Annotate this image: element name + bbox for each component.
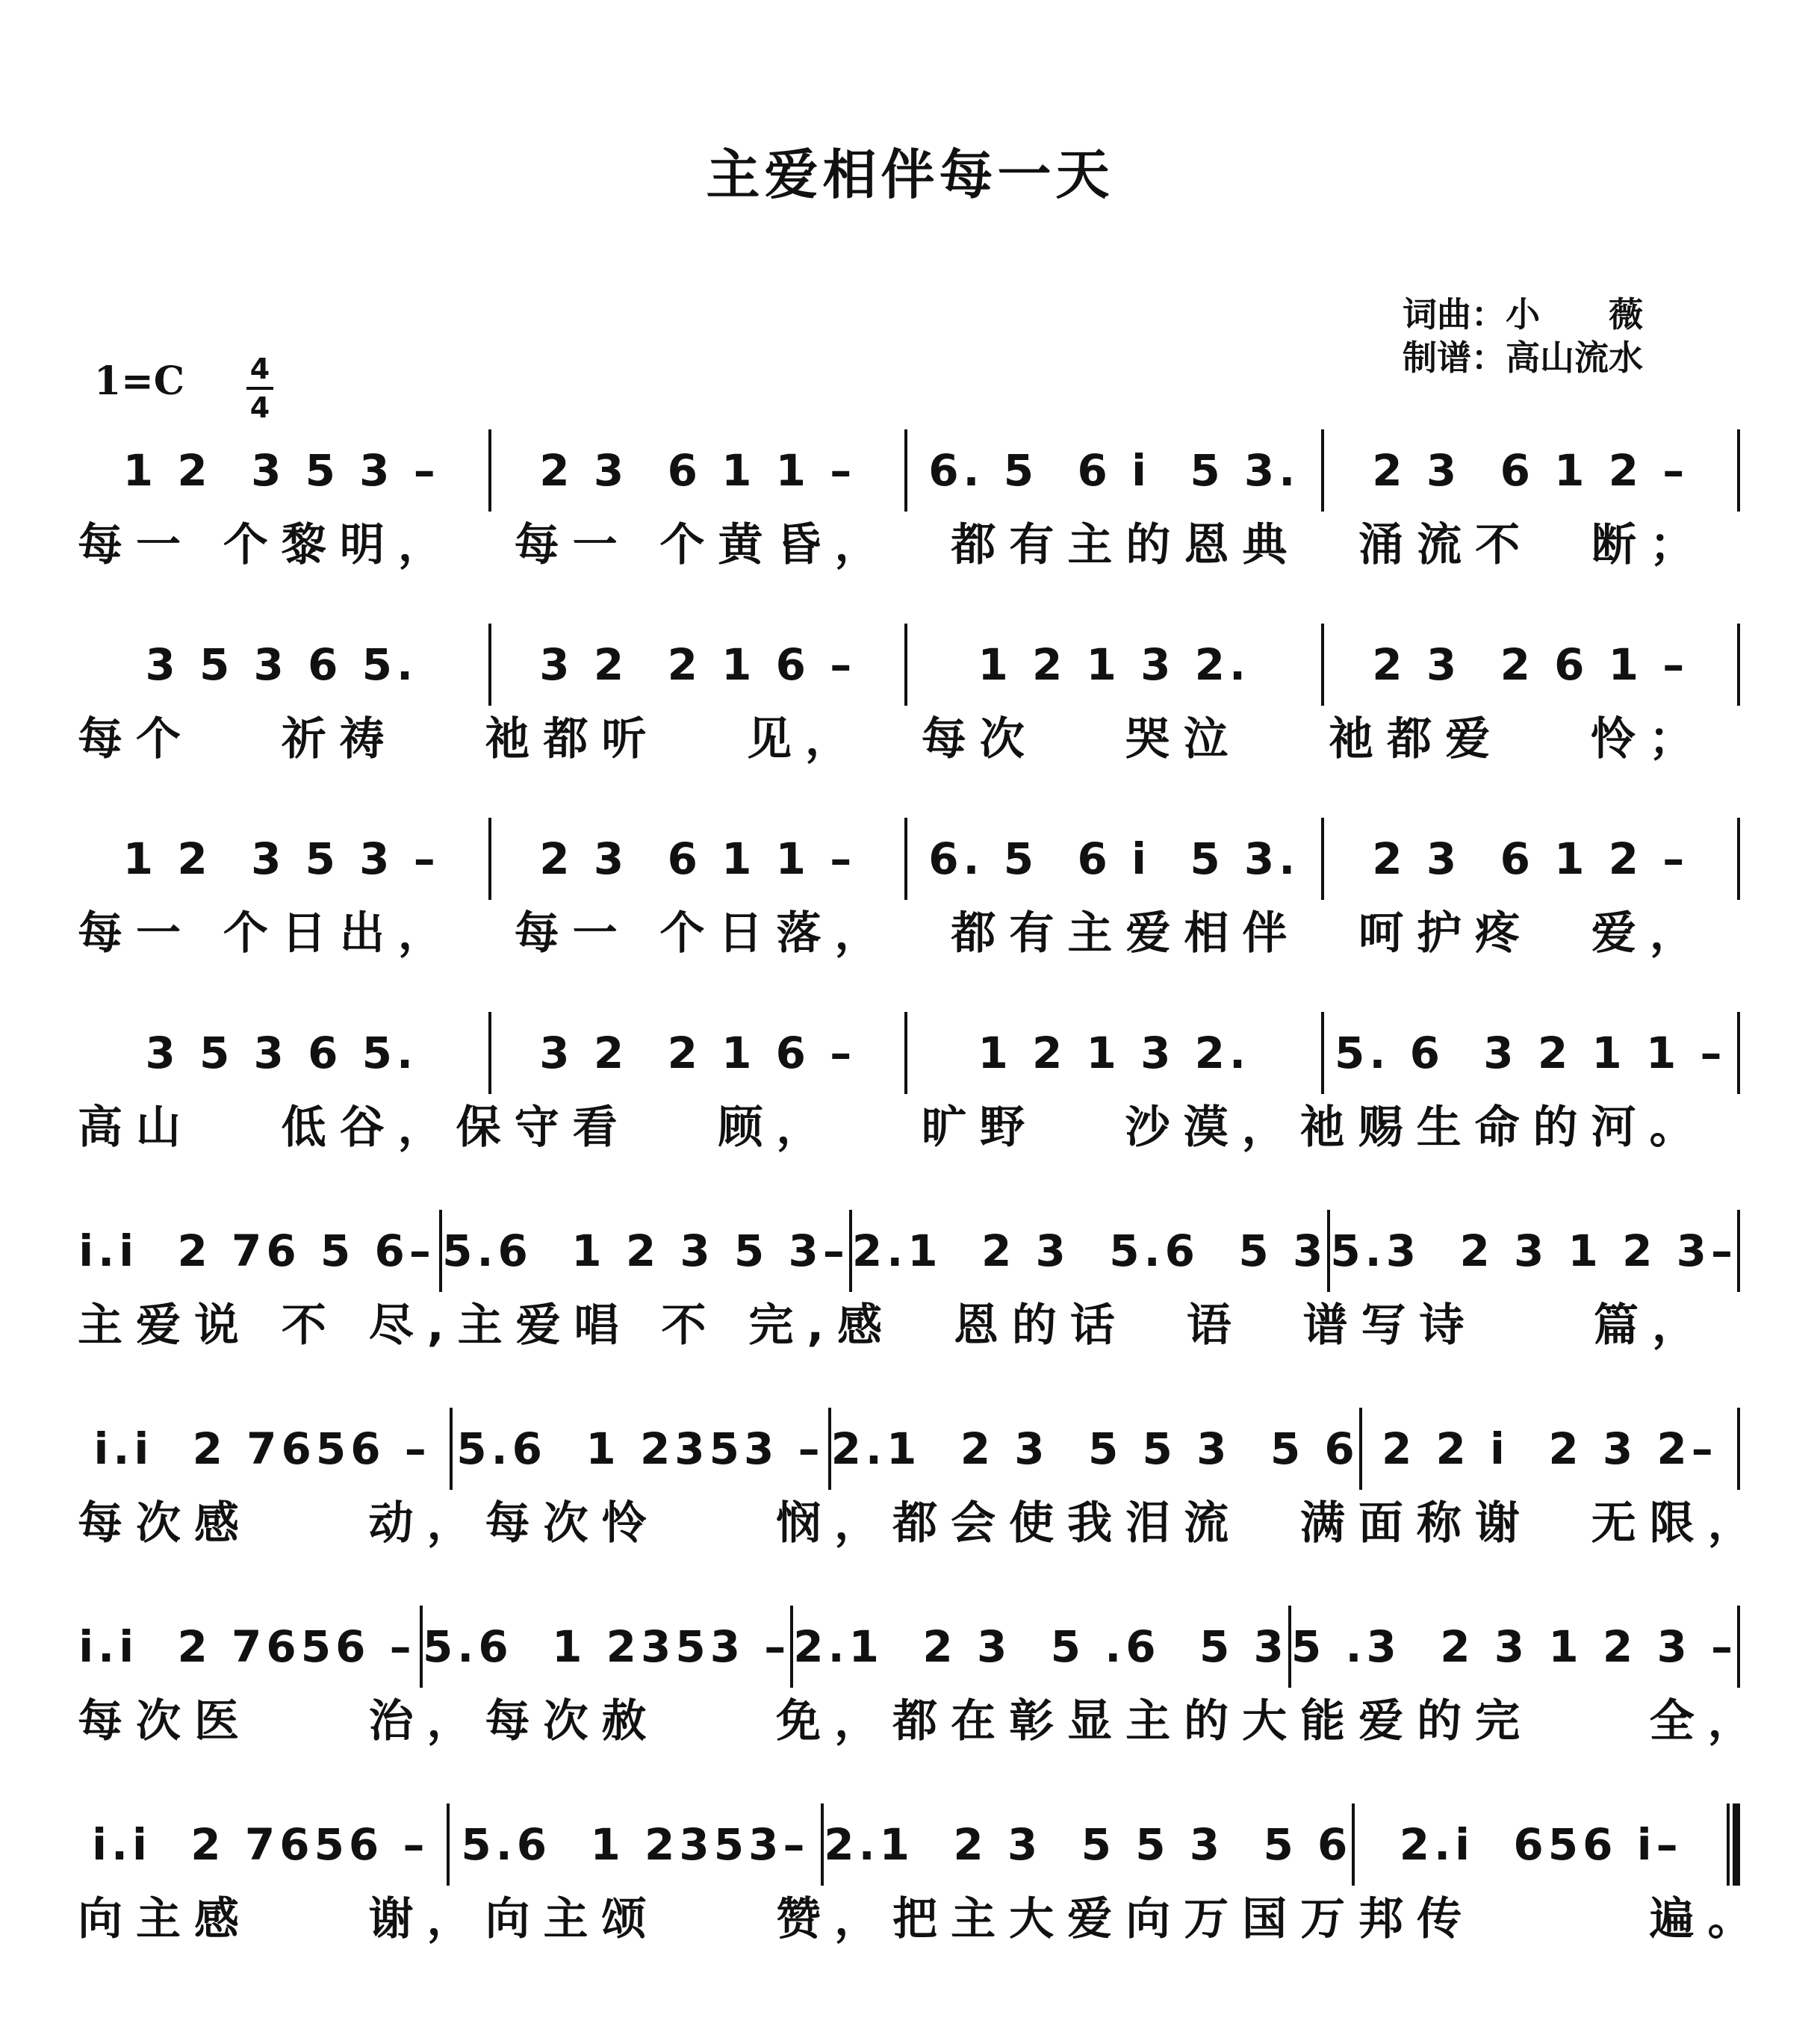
measure: 2 3 2 6 1 – <box>1372 639 1689 690</box>
measure: 2.i 656 i– <box>1399 1819 1683 1870</box>
barline <box>1737 1012 1740 1094</box>
score-system <box>75 426 1740 575</box>
measure: 2.1 2 3 5 5 3 5 6 <box>830 1423 1359 1474</box>
lyrics-line: 每一 个黎明， 每一 个黄昏， 都有主的恩典 涌流不 断； <box>78 519 1708 571</box>
notes-row <box>75 426 1740 515</box>
notes-row <box>75 1404 1740 1494</box>
lyrics-line: 向主感 谢，向主颂 赞，把主大爱向万国万邦传 遍。 <box>78 1893 1766 1945</box>
credits <box>1403 293 1643 379</box>
lyricist-composer-credit: 词曲：小 薇 <box>1403 294 1643 335</box>
measure: 2.1 2 3 5 .6 5 3 <box>793 1621 1288 1672</box>
measure: 5. 6 3 2 1 1 – <box>1334 1028 1727 1078</box>
measure: 2 2 i 2 3 2– <box>1381 1423 1718 1474</box>
measure: 3 5 3 6 5. <box>145 1028 418 1078</box>
lyrics-line: 每次医 治，每次赦 免，都在彰显主的大能爱的完 全， <box>78 1695 1766 1747</box>
measure: 2.1 2 3 5 5 3 5 6 <box>824 1819 1352 1870</box>
measure: 5.6 1 2353– <box>461 1819 810 1870</box>
barline <box>1737 1210 1740 1292</box>
time-signature-bottom: 4 <box>249 391 270 424</box>
lyrics-line: 每个 祈祷 祂都听 见， 每次 哭泣 祂都爱 怜； <box>78 713 1707 765</box>
notes-row <box>75 1800 1740 1889</box>
time-signature <box>243 352 276 424</box>
lyrics-line: 每次感 动，每次怜 悯，都会使我泪流 满面称谢 无限， <box>78 1497 1766 1550</box>
score-system <box>75 1008 1740 1158</box>
lyrics-line: 每一 个日出， 每一 个日落， 都有主爱相伴 呵护疼 爱， <box>78 907 1708 960</box>
measure: 5.6 1 2 3 5 3– <box>442 1225 849 1276</box>
measure: 3 2 2 1 6 – <box>539 639 857 690</box>
measure: i.i 2 7656 – <box>92 1819 429 1870</box>
measure: 2.1 2 3 5.6 5 3 <box>851 1225 1328 1276</box>
lyrics-line: 主爱说 不 尽,主爱唱 不 完,感 恩的话 语 谱写诗 篇， <box>78 1299 1711 1352</box>
score-system <box>75 814 1740 963</box>
barline <box>1737 1408 1740 1490</box>
time-signature-bar <box>246 387 273 390</box>
measure: 5.6 1 2353 – <box>456 1423 824 1474</box>
barline <box>1737 429 1740 512</box>
measure: 2 3 6 1 2 – <box>1372 445 1689 496</box>
notes-row <box>75 1602 1740 1691</box>
measure: 1 2 3 5 3 – <box>122 833 440 884</box>
measure: 3 2 2 1 6 – <box>539 1028 857 1078</box>
measure: 1 2 1 3 2. <box>978 1028 1251 1078</box>
barline <box>1737 1606 1740 1688</box>
measure: 5.3 2 3 1 2 3– <box>1330 1225 1737 1276</box>
transcriber-credit: 制谱：高山流水 <box>1403 338 1643 378</box>
measure: i.i 2 76 5 6– <box>78 1225 435 1276</box>
measure: 2 3 6 1 1 – <box>539 445 857 496</box>
barline <box>1737 624 1740 706</box>
time-signature-top: 4 <box>249 352 270 385</box>
score-system <box>75 1800 1766 1949</box>
score-system <box>75 620 1740 769</box>
measure: 1 2 1 3 2. <box>978 639 1251 690</box>
measure: 2 3 6 1 2 – <box>1372 833 1689 884</box>
measure: 6. 5 6 i 5 3. <box>928 445 1300 496</box>
measure: 5 .3 2 3 1 2 3 – <box>1291 1621 1737 1672</box>
score-system <box>75 1404 1766 1553</box>
key-signature: 1=C <box>94 358 185 404</box>
score-system <box>75 1206 1740 1355</box>
song-title: 主爱相伴每一天 <box>706 143 1114 206</box>
lyrics-line: 高山 低谷，保守看 顾， 旷野 沙漠，祂赐生命的河。 <box>78 1102 1708 1154</box>
measure: 6. 5 6 i 5 3. <box>928 833 1300 884</box>
notes-row <box>75 1008 1740 1098</box>
measure: i.i 2 7656 – <box>93 1423 431 1474</box>
notes-row <box>75 1206 1740 1296</box>
measure: i.i 2 7656 – <box>78 1621 416 1672</box>
notes-row <box>75 814 1740 904</box>
barline <box>1737 818 1740 900</box>
measure: 3 5 3 6 5. <box>145 639 418 690</box>
notes-row <box>75 620 1740 709</box>
score-system <box>75 1602 1766 1751</box>
measure: 5.6 1 2353 – <box>422 1621 791 1672</box>
measure: 2 3 6 1 1 – <box>539 833 857 884</box>
final-barline <box>1727 1803 1740 1886</box>
measure: 1 2 3 5 3 – <box>122 445 440 496</box>
